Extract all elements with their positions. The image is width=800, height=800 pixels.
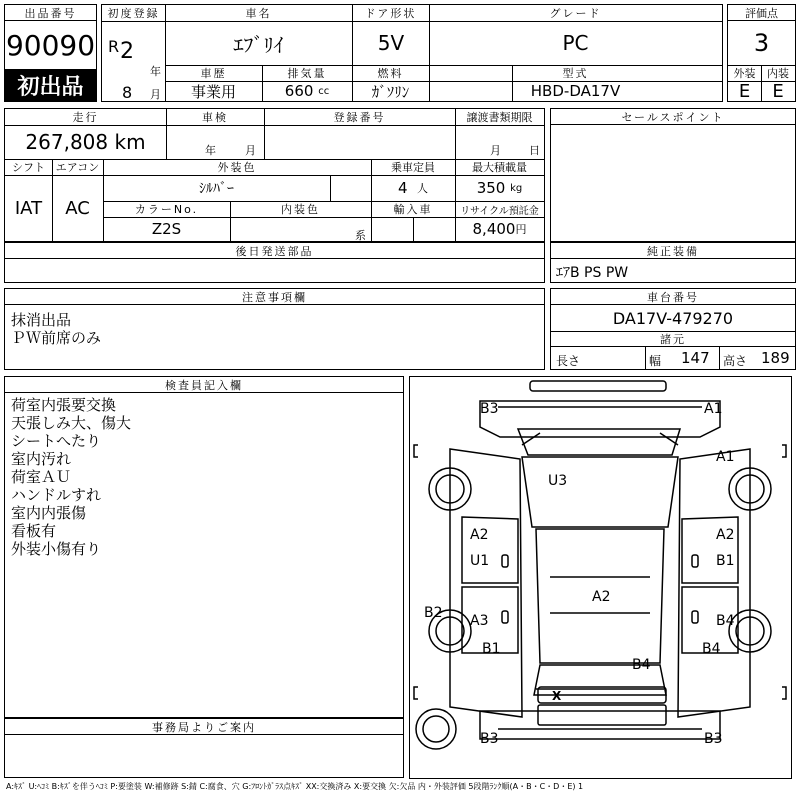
- max-load: [455, 175, 544, 201]
- mileage: [5, 125, 166, 159]
- recycle-value: 8,400: [472, 220, 516, 238]
- max-load-value: 350: [476, 179, 506, 197]
- damage-mark: A2: [470, 527, 489, 543]
- genuine-box: [550, 242, 796, 283]
- notes-box: [4, 288, 545, 370]
- interior-label: 内装: [767, 67, 789, 80]
- car-name-label: 車名: [245, 7, 272, 20]
- shift: IAT: [14, 197, 43, 219]
- door-label: ドア形状: [364, 7, 417, 20]
- inspector-note: 天張しみ大、傷大: [11, 414, 132, 432]
- color-no: Z2S: [151, 220, 182, 238]
- reg-year: 2: [120, 39, 134, 64]
- reg-month: 8: [122, 83, 133, 102]
- height-value: 189: [761, 349, 790, 367]
- capacity-value: 4: [397, 179, 408, 197]
- max-load-unit: kg: [510, 182, 523, 194]
- reg-month-unit: 月: [150, 88, 161, 101]
- ac-label: エアコン: [55, 161, 100, 174]
- damage-mark: A2: [716, 527, 735, 543]
- car-name: ｴﾌﾞﾘｲ: [233, 32, 284, 57]
- office-label: 事務局よりご案内: [5, 719, 403, 735]
- lot-number-box: [4, 4, 97, 102]
- model: HBD-DA17V: [530, 82, 621, 100]
- fuel: ｶﾞｿﾘﾝ: [371, 82, 410, 101]
- sales-point-box: [550, 108, 796, 242]
- note-line: 抹消出品: [11, 311, 72, 329]
- chassis-box: [550, 288, 796, 370]
- first-reg-label: 初度登録: [107, 7, 160, 20]
- damage-mark: B3: [704, 731, 723, 747]
- max-load-label: 最大積載量: [472, 161, 527, 174]
- int-color-label: 内装色: [281, 203, 320, 216]
- inspector-note: 室内汚れ: [11, 450, 72, 468]
- later-parts-label: 後日発送部品: [5, 243, 544, 259]
- inspection-year-unit: 年: [205, 144, 216, 157]
- notes-label: 注意事項欄: [5, 289, 544, 305]
- displacement-label: 排気量: [287, 67, 327, 80]
- inspector-note: 荷室ＡＵ: [11, 468, 72, 486]
- damage-mark: U3: [548, 473, 568, 489]
- mileage-unit: km: [114, 130, 146, 154]
- ext-color: ｼﾙﾊﾞｰ: [199, 181, 234, 197]
- recycle-label: リサイクル預託金: [460, 205, 539, 217]
- genuine-label: 純正装備: [551, 243, 795, 259]
- ac: AC: [65, 197, 90, 219]
- history-label: 車歴: [200, 67, 227, 80]
- displacement-value: 660: [284, 82, 314, 100]
- capacity-label: 乗車定員: [391, 161, 435, 174]
- first-listing-badge: 初出品: [5, 69, 96, 101]
- history: 事業用: [190, 82, 236, 101]
- int-color-suffix: 系: [355, 229, 366, 242]
- office-box: [4, 718, 404, 778]
- damage-mark: A1: [704, 401, 723, 417]
- damage-mark: B4: [632, 657, 651, 673]
- legend: A:ｷｽﾞ U:ﾍｺﾐ B:ｷｽﾞを伴うﾍｺﾐ P:要塗装 W:補修跡 S:錆 C:腐食、穴 G:ﾌﾛﾝﾄｶﾞﾗｽ点ｷｽﾞ XX:交換済み X:要交換 欠:欠品 内・外装評価 5段階ﾗﾝｸ順(A・B・C・D・E) 1: [6, 782, 584, 791]
- exterior-label: 外装: [733, 67, 756, 80]
- displacement-unit: cc: [318, 85, 330, 97]
- inspector-note: 荷室内張要交換: [11, 396, 117, 414]
- genuine-equipment: ｴｱB PS PW: [556, 265, 629, 281]
- chassis-label: 車台番号: [551, 289, 795, 305]
- lot-number-label: 出品番号: [5, 5, 96, 21]
- damage-mark: U1: [470, 553, 490, 569]
- door-type: 5V: [352, 21, 429, 65]
- fuel-label: 燃料: [377, 67, 404, 80]
- transfer-month: 月: [490, 144, 501, 157]
- score-box: [727, 4, 796, 102]
- shift-label: シフト: [12, 161, 45, 174]
- spec-table: [4, 108, 545, 242]
- inspector-note: ハンドルすれ: [11, 486, 102, 504]
- vehicle-outline-svg: [410, 377, 791, 778]
- mileage-label: 走行: [72, 111, 99, 124]
- capacity: [371, 175, 455, 201]
- sales-point-label: セールスポイント: [551, 109, 795, 125]
- exterior-score: E: [738, 80, 751, 102]
- damage-mark: B4: [716, 613, 735, 629]
- inspector-note: 外装小傷有り: [11, 540, 102, 558]
- inspector-note: シートへたり: [11, 432, 102, 450]
- score: 3: [753, 29, 770, 57]
- damage-mark: A3: [470, 613, 489, 629]
- dims-label: 諸元: [551, 331, 795, 347]
- color-no-label: カラーNo.: [134, 203, 199, 216]
- grade: PC: [562, 31, 589, 55]
- recycle: [455, 217, 544, 241]
- damage-mark: A1: [716, 449, 735, 465]
- damage-mark: B1: [482, 641, 501, 657]
- width-label: 幅: [649, 354, 662, 368]
- chassis-number: DA17V-479270: [612, 308, 734, 328]
- note-line: ＰＷ前席のみ: [11, 329, 102, 347]
- header-table: [101, 4, 723, 102]
- grade-label: グレード: [549, 7, 602, 20]
- vehicle-damage-diagram: [409, 376, 792, 779]
- interior-score: E: [772, 80, 784, 102]
- score-label: 評価点: [728, 5, 795, 21]
- inspection-month-unit: 月: [245, 144, 256, 157]
- displacement: [262, 81, 352, 101]
- reg-no-label: 登録番号: [333, 111, 386, 124]
- transfer-day: 日: [529, 144, 540, 157]
- damage-mark: B3: [480, 731, 499, 747]
- transfer-label: 譲渡書類期限: [466, 111, 533, 124]
- damage-mark: X: [552, 689, 562, 703]
- ext-color-label: 外装色: [217, 161, 257, 174]
- era: R: [108, 37, 120, 56]
- length-label: 長さ: [556, 354, 581, 368]
- damage-mark: B1: [716, 553, 735, 569]
- recycle-unit: 円: [515, 223, 527, 236]
- inspector-note: 看板有: [11, 522, 57, 540]
- damage-mark: B2: [424, 605, 443, 621]
- inspection-label: 車検: [202, 111, 228, 124]
- capacity-unit: 人: [417, 182, 429, 195]
- inspector-label: 検査員記入欄: [5, 377, 403, 393]
- mileage-value: 267,808: [25, 130, 109, 154]
- inspector-note: 室内内張傷: [11, 504, 87, 522]
- damage-mark: B3: [480, 401, 499, 417]
- damage-mark: A2: [592, 589, 611, 605]
- height-label: 高さ: [723, 354, 748, 368]
- reg-year-unit: 年: [150, 65, 161, 78]
- damage-mark: B4: [702, 641, 721, 657]
- width-value: 147: [681, 349, 710, 367]
- model-label: 型式: [562, 67, 589, 80]
- lot-number: 90090: [5, 28, 96, 62]
- import-label: 輸入車: [393, 203, 433, 216]
- inspector-box: [4, 376, 404, 718]
- later-parts-box: [4, 242, 545, 283]
